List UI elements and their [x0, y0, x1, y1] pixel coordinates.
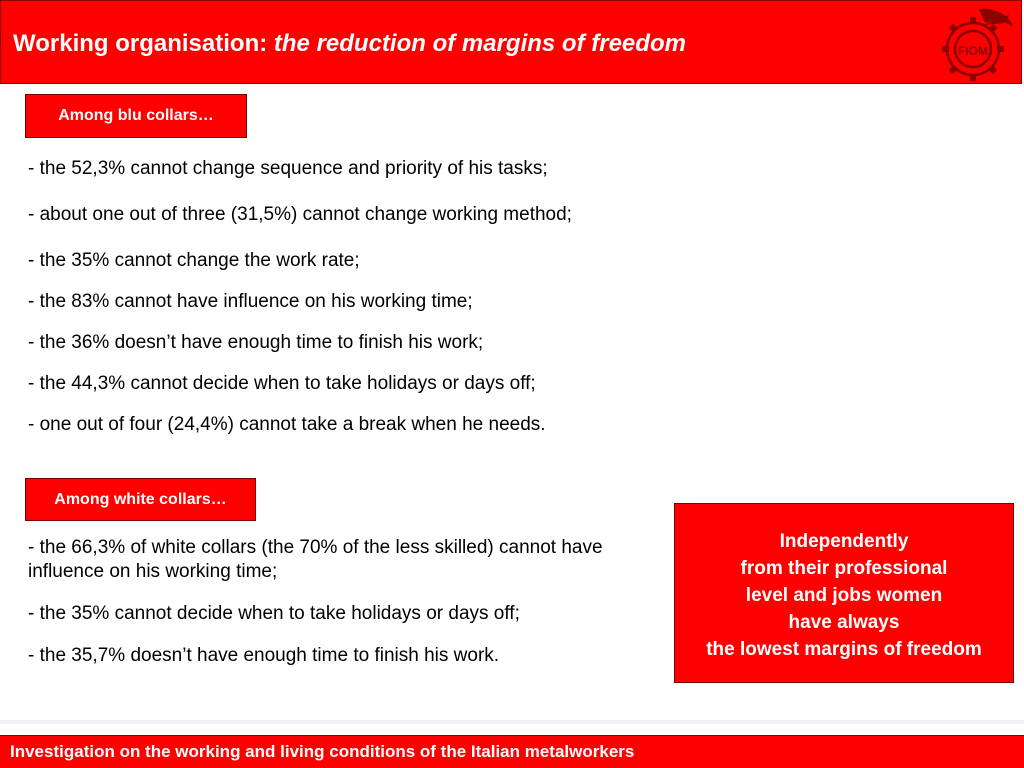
callout-line-4: have always [788, 612, 900, 633]
white-collar-item-3: - the 35,7% doesn’t have enough time to finish his work. [28, 645, 500, 666]
blue-collar-item-2: - about one out of three (31,5%) cannot change working method; [28, 204, 572, 225]
slide-title [13, 30, 686, 58]
blue-collar-item-3: - the 35% cannot change the work rate; [28, 250, 360, 271]
blue-collars-label: Among blu collars… [25, 94, 247, 138]
white-collar-item-1: - the 66,3% of white collars (the 70% of the less skilled) cannot have influence on his working time; [28, 537, 603, 582]
footer-divider [0, 720, 1024, 724]
title-bar [0, 0, 1022, 84]
blue-collar-item-4: - the 83% cannot have influence on his working time; [28, 291, 473, 312]
white-collars-label: Among white collars… [25, 478, 256, 521]
callout-line-1: Independently [779, 531, 909, 552]
white-collar-item-2: - the 35% cannot decide when to take holidays or days off; [28, 603, 520, 624]
footer-bar [0, 735, 1024, 768]
slide-title-italic: the reduction of margins of freedom [273, 30, 686, 57]
fiom-logo [939, 3, 1017, 85]
callout-line-2: from their professional [740, 558, 948, 579]
logo-text: FIOM [958, 44, 988, 58]
callout-line-5: the lowest margins of freedom [706, 639, 982, 660]
callout-line-3: level and jobs women [745, 585, 943, 606]
blue-collar-item-6: - the 44,3% cannot decide when to take holidays or days off; [28, 373, 536, 394]
blue-collar-item-7: - one out of four (24,4%) cannot take a break when he needs. [28, 414, 546, 435]
blue-collar-item-5: - the 36% doesn’t have enough time to finish his work; [28, 332, 484, 353]
footer-text: Investigation on the working and living conditions of the Italian metalworkers [10, 742, 635, 761]
conclusion-callout [674, 503, 1014, 683]
blue-collar-item-1: - the 52,3% cannot change sequence and priority of his tasks; [28, 158, 548, 179]
slide-title-prefix: Working organisation: [13, 30, 274, 57]
